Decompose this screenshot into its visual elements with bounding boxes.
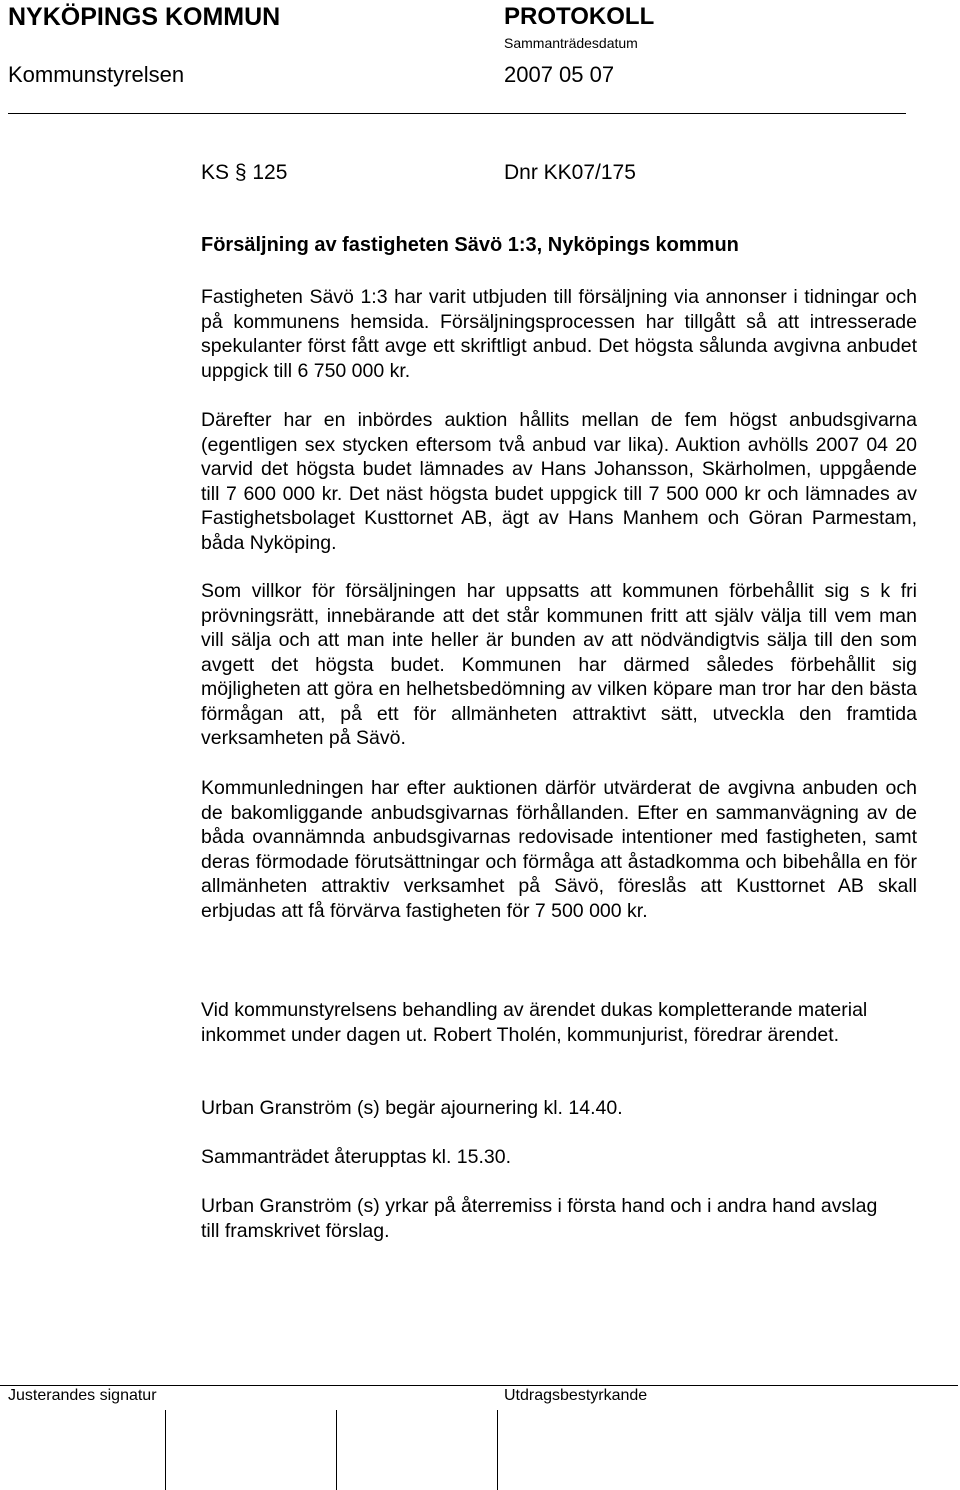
- paragraph-text: Vid kommunstyrelsens behandling av ärendet dukas kompletterande material inkommet under dagen ut. Robert Tholén, kommunjurist, föredrar ärendet.: [201, 999, 868, 1046]
- extract-label: Utdragsbestyrkande: [504, 1387, 648, 1404]
- committee-name: Kommunstyrelsen: [8, 62, 185, 87]
- paragraph-text: Urban Granström (s) yrkar på återremiss i första hand och i andra hand avslag till framskrivet förslag.: [201, 1195, 878, 1242]
- paragraph-2: [201, 408, 917, 555]
- paragraph-text: Kommunledningen har efter auktionen därför utvärderat de avgivna anbuden och de bakomliggande anbudsgivarnas förhållanden. Efter en sammanvägning av de båda ovannämnda anbudsgivarnas redovisade intentioner med fastigheten, samt deras förmodade förutsättningar och förmåga att åstadkomma och bibehålla en för allmänheten attraktiv verksamhet på Sävö, föreslås att Kusttornet AB skall erbjudas att få förvärva fastigheten för 7 500 000 kr.: [201, 777, 917, 922]
- paragraph-4: [201, 776, 917, 923]
- paragraph-3: [201, 579, 917, 751]
- signature-box-divider: [165, 1410, 166, 1490]
- signature-label: Justerandes signatur: [8, 1387, 157, 1404]
- paragraph-text: Fastigheten Sävö 1:3 har varit utbjuden till försäljning via annonser i tidningar och på kommunens hemsida. Försäljningsprocessen har tillgått så att intresserade spekulanter först fått avge ett skriftligt anbud. Det högsta sålunda avgivna anbudet uppgick till 6 750 000 kr.: [201, 286, 917, 382]
- signature-box-divider: [497, 1410, 498, 1490]
- case-reference-number: Dnr KK07/175: [504, 161, 636, 184]
- meeting-date: 2007 05 07: [504, 62, 615, 87]
- paragraph-8: [201, 1194, 901, 1243]
- paragraph-7: Sammanträdet återupptas kl. 15.30.: [201, 1146, 512, 1168]
- footer-divider: [0, 1385, 958, 1386]
- organization-name: NYKÖPINGS KOMMUN: [8, 3, 281, 31]
- document-type: PROTOKOLL: [504, 3, 655, 30]
- paragraph-text: Som villkor för försäljningen har uppsatts att kommunen förbehållit sig s k fri prövningsrätt, innebärande att det står kommunen fritt att själv välja till vem man vill sälja och att man inte heller är bunden av att nödvändigtvis sälja till den som avgett det högsta budet. Kommunen har därmed således förbehållit sig möjligheten att göra en helhetsbedömning av vilken köpare man tror har den bästa förmågan att, på ett för allmänheten attraktivt sätt, utveckla den framtida verksamheten på Sävö.: [201, 580, 917, 749]
- case-paragraph-number: KS § 125: [201, 161, 288, 184]
- paragraph-6: Urban Granström (s) begär ajournering kl. 14.40.: [201, 1097, 623, 1119]
- signature-box-divider: [336, 1410, 337, 1490]
- paragraph-5: [201, 998, 901, 1047]
- header-divider: [8, 113, 906, 114]
- paragraph-1: [201, 285, 917, 383]
- case-title: Försäljning av fastigheten Sävö 1:3, Nyköpings kommun: [201, 234, 739, 256]
- date-label: Sammanträdesdatum: [504, 35, 638, 51]
- paragraph-text: Därefter har en inbördes auktion hållits mellan de fem högst anbudsgivarna (egentligen sex stycken eftersom två anbud var lika). Auktion avhölls 2007 04 20 varvid det högsta budet lämnades av Hans Johansson, Skärholmen, uppgående till 7 600 000 kr. Det näst högsta budet uppgick till 7 500 000 kr och lämnades av Fastighetsbolaget Kusttornet AB, ägt av Hans Manhem och Göran Parmestam, båda Nyköping.: [201, 409, 917, 554]
